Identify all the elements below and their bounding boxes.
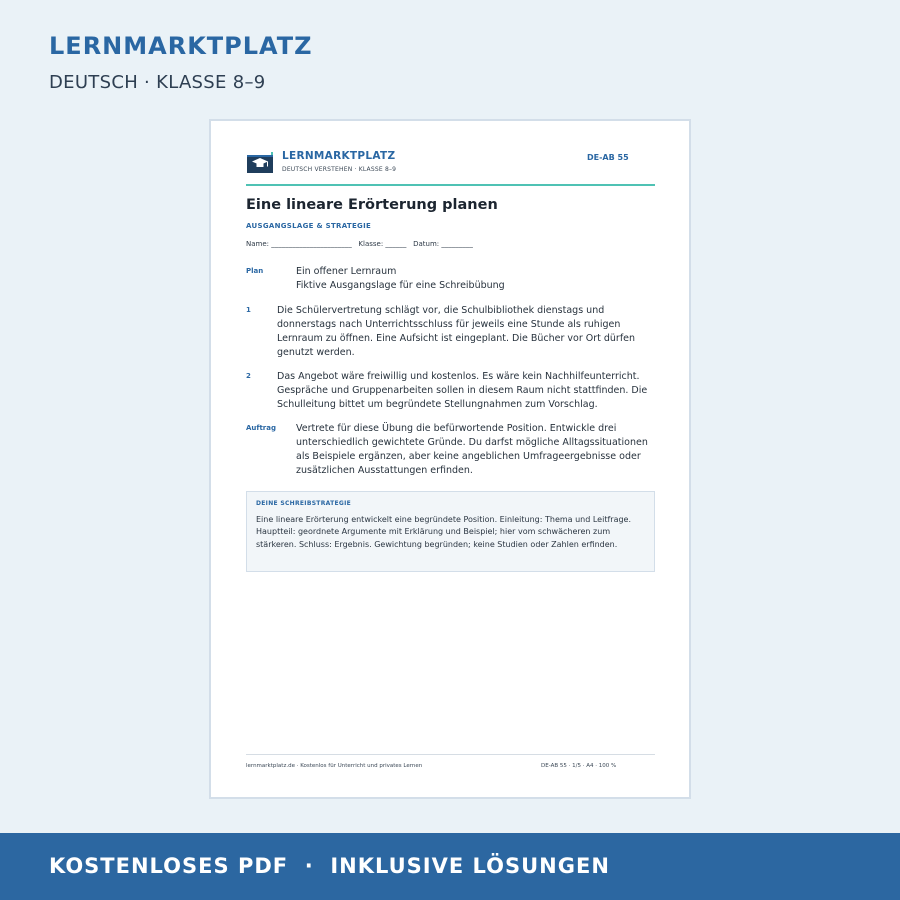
strategy-title: DEINE SCHREIBSTRATEGIE bbox=[256, 500, 352, 507]
brand-title: LERNMARKTPLATZ bbox=[49, 32, 313, 60]
footer-left-text: lernmarktplatz.de · Kostenlos für Unterricht und privates Lernen bbox=[246, 763, 423, 769]
strategy-box bbox=[246, 491, 655, 572]
task-text: Vertrete für diese Übung die befürwortende Position. Entwickle drei unterschiedlich gewichtete Gründe. Du darfst mögliche Alltagssituationen als Beispiele ergänzen, aber keine angeblichen Umfrageergebnisse oder zusätzlichen Ausstattungen erfinden. bbox=[296, 423, 648, 476]
paragraph-2-number: 2 bbox=[246, 372, 251, 380]
brand-subtitle: DEUTSCH · KLASSE 8–9 bbox=[49, 72, 266, 93]
sheet-code: DE-AB 55 bbox=[587, 153, 629, 162]
banner-text: KOSTENLOSES PDF · INKLUSIVE LÖSUNGEN bbox=[49, 854, 610, 878]
footer-divider bbox=[246, 754, 655, 755]
plan-line-1: Ein offener Lernraum bbox=[296, 266, 397, 277]
paragraph-2-text: Das Angebot wäre freiwillig und kostenlos. Es wäre kein Nachhilfeunterricht. Gespräche und Gruppenarbeiten sollen in diesem Raum nicht stattfinden. Die Schulleitung bittet um begründete Stellungnahmen zum Vorschlag. bbox=[277, 371, 648, 410]
header-divider bbox=[246, 184, 655, 186]
plan-label: Plan bbox=[246, 267, 264, 275]
plan-line-2: Fiktive Ausgangslage für eine Schreibübung bbox=[296, 280, 505, 291]
paragraph-1-text: Die Schülervertretung schlägt vor, die Schulbibliothek dienstags und donnerstags nach Unterrichtsschluss für jeweils eine Stunde als ruhigen Lernraum zu öffnen. Eine Aufsicht ist eingeplant. Die Bücher vor Ort dürfen genutzt werden. bbox=[277, 305, 636, 358]
graduation-cap-book-icon bbox=[247, 152, 273, 173]
task-label: Auftrag bbox=[246, 424, 276, 432]
worksheet-preview bbox=[209, 119, 691, 799]
plan-text bbox=[296, 265, 656, 293]
footer-right-text: DE-AB 55 · 1/5 · A4 · 100 % bbox=[541, 763, 617, 769]
sheet-brand-subtitle: DEUTSCH VERSTEHEN · KLASSE 8–9 bbox=[282, 166, 397, 173]
bottom-banner bbox=[0, 833, 900, 900]
paragraph-1-number: 1 bbox=[246, 306, 251, 314]
sheet-title: Eine lineare Erörterung planen bbox=[246, 197, 498, 213]
section-label: AUSGANGSLAGE & STRATEGIE bbox=[246, 222, 372, 230]
sheet-brand: LERNMARKTPLATZ bbox=[282, 150, 396, 162]
name-class-date-line: Name: _______________________ Klasse: ______ Datum: _________ bbox=[246, 240, 473, 248]
strategy-text: Eine lineare Erörterung entwickelt eine begründete Position. Einleitung: Thema und Leitfrage. Hauptteil: geordnete Argumente mit Erklärung und Beispiel; hier vom schwächeren zum stärkeren. Schluss: Ergebnis. Gewichtung begründen; keine Studien oder Zahlen erfinden. bbox=[256, 515, 632, 549]
